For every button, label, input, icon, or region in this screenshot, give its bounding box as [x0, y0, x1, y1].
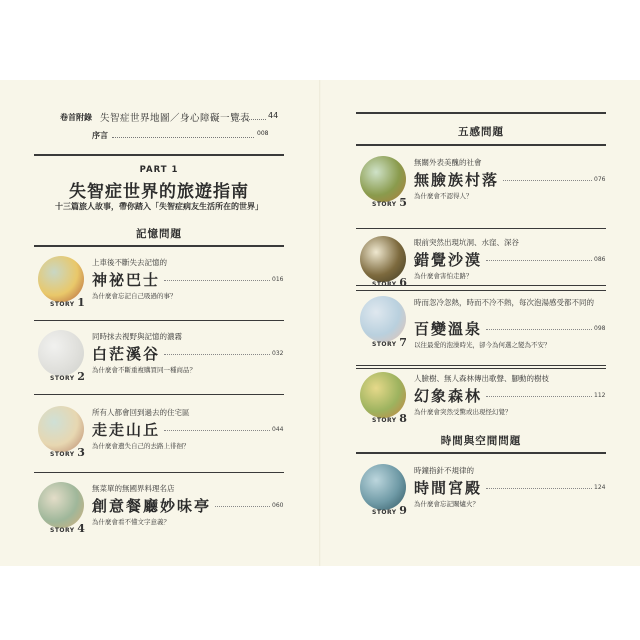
story-number: 9	[399, 504, 408, 517]
story-question: 為什麼會突然受驚或出現怪幻覺？	[414, 408, 512, 416]
story-title[interactable]: 錯覺沙漠	[414, 251, 483, 269]
story-word: STORY	[50, 301, 78, 308]
story-question: 為什麼會忘記自己吸過的事？	[92, 292, 177, 300]
story-number: 5	[399, 196, 408, 209]
story-page: 098	[594, 325, 606, 332]
story-divider	[34, 472, 284, 473]
story-number-tag	[372, 336, 407, 349]
story-divider	[34, 394, 284, 395]
story-divider	[356, 285, 606, 286]
preface-label: 序言	[92, 131, 108, 140]
story-question: 為什麼會不認得人？	[414, 192, 473, 200]
story-number-tag	[50, 370, 85, 383]
book-spread	[0, 80, 640, 566]
story-divider	[356, 228, 606, 229]
preface-page: 008	[257, 130, 269, 137]
story-subtitle: 人臉樹、無人森林傳出歌聲、腳動的樹枝	[414, 374, 549, 383]
story-subtitle: 時鐘指針不規律的	[414, 466, 474, 475]
story-number-tag	[372, 276, 407, 289]
part-subtitle: 十三篇旅人故事，帶你踏入「失智症病友生活所在的世界」	[55, 202, 263, 211]
appendix-title: 失智症世界地圖／身心障礙一覽表	[100, 113, 251, 124]
story-divider	[356, 365, 606, 366]
story-word: STORY	[372, 281, 400, 288]
story-title[interactable]: 時間宮殿	[414, 479, 483, 497]
story-question: 以往最愛的泡澡時光，卻今為何選之變為不安？	[414, 341, 551, 349]
story-subtitle: 同時抹去視野與記憶的濃霧	[92, 332, 182, 341]
preface-leader	[112, 137, 254, 138]
section-senses-rule	[356, 144, 606, 146]
part-rule	[34, 154, 284, 156]
story-number: 2	[77, 370, 86, 383]
story-title[interactable]: 創意餐廳妙味亭	[92, 497, 212, 515]
story-leader	[164, 430, 270, 431]
page-gutter	[319, 80, 321, 566]
story-number: 3	[77, 446, 86, 459]
story-number-tag	[372, 412, 407, 425]
story-word: STORY	[372, 417, 400, 424]
story-page: 076	[594, 176, 606, 183]
story-leader	[164, 280, 270, 281]
story-page: 124	[594, 484, 606, 491]
story-leader	[486, 260, 592, 261]
appendix-page: 44	[268, 111, 279, 120]
story-leader	[503, 180, 592, 181]
appendix-leader	[232, 119, 266, 120]
story-number-tag	[50, 522, 85, 535]
story-word: STORY	[372, 341, 400, 348]
story-subtitle: 時而忽冷忽熱，時而不冷不熱，每次泡湯感受都不同的	[414, 298, 594, 307]
story-subtitle: 眼前突然出現坑洞、水窪、深谷	[414, 238, 519, 247]
story-subtitle: 上車後不斷失去記憶的	[92, 258, 167, 267]
section-time-space-rule	[356, 452, 606, 454]
section-senses-top-rule	[356, 112, 606, 114]
story-title[interactable]: 白茫溪谷	[92, 345, 161, 363]
story-title[interactable]: 無臉族村落	[414, 171, 500, 189]
story-word: STORY	[50, 451, 78, 458]
story-question: 為什麼會忘記關爐火？	[414, 500, 479, 508]
story-question: 為什麼會害怕走路？	[414, 272, 473, 280]
story-subtitle: 所有人都會回到過去的住宅區	[92, 408, 190, 417]
story-title[interactable]: 百變溫泉	[414, 320, 483, 338]
story-page: 016	[272, 276, 284, 283]
story-subtitle: 無菜單的無國界料理名店	[92, 484, 175, 493]
story-question: 為什麼會遺失自己的去路上徘徊？	[92, 442, 190, 450]
story-question: 為什麼會看不懂文字意義？	[92, 518, 170, 526]
story-word: STORY	[50, 375, 78, 382]
section-time-space: 時間與空間問題	[440, 435, 522, 447]
story-number-tag	[372, 196, 407, 209]
story-number-tag	[50, 446, 85, 459]
story-divider	[34, 320, 284, 321]
story-word: STORY	[372, 201, 400, 208]
story-leader	[486, 329, 592, 330]
story-page: 086	[594, 256, 606, 263]
part-title: 失智症世界的旅遊指南	[69, 182, 249, 202]
section-memory: 記憶問題	[136, 228, 182, 240]
story-word: STORY	[50, 527, 78, 534]
story-number: 1	[77, 296, 86, 309]
story-number-tag	[372, 504, 407, 517]
part-label: PART 1	[139, 165, 179, 175]
story-number-tag	[50, 296, 85, 309]
story-page: 032	[272, 350, 284, 357]
story-leader	[486, 396, 592, 397]
story-divider	[356, 290, 606, 291]
story-word: STORY	[372, 509, 400, 516]
story-number: 6	[399, 276, 408, 289]
story-number: 4	[77, 522, 86, 535]
story-divider	[356, 368, 606, 369]
story-page: 044	[272, 426, 284, 433]
story-title[interactable]: 神祕巴士	[92, 271, 161, 289]
story-number: 7	[399, 336, 408, 349]
story-page: 060	[272, 502, 284, 509]
section-senses: 五感問題	[458, 126, 504, 138]
story-leader	[215, 506, 270, 507]
section-memory-rule	[34, 245, 284, 247]
story-title[interactable]: 幻象森林	[414, 387, 483, 405]
story-page: 112	[594, 392, 606, 399]
story-question: 為什麼會不斷重複購買同一種商品？	[92, 366, 196, 374]
story-subtitle: 無關外表美醜的社會	[414, 158, 482, 167]
story-leader	[486, 488, 592, 489]
story-title[interactable]: 走走山丘	[92, 421, 161, 439]
story-leader	[164, 354, 270, 355]
story-number: 8	[399, 412, 408, 425]
appendix-label: 卷首附錄	[60, 113, 92, 122]
